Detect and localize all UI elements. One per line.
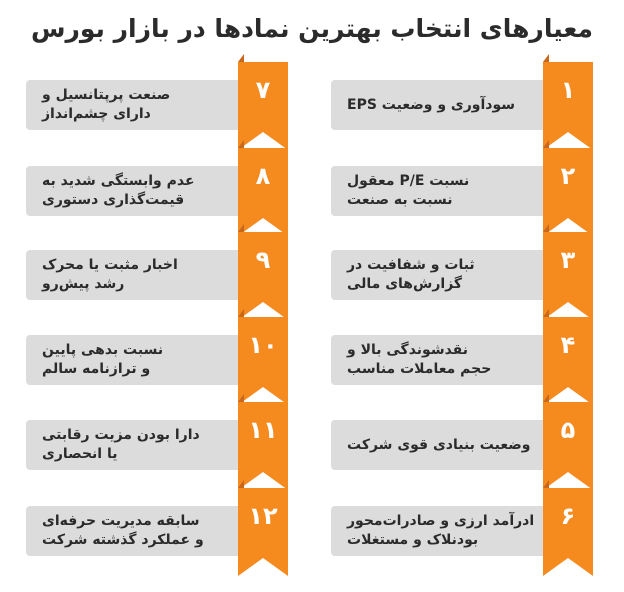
- number-ribbon-icon: [238, 394, 288, 490]
- criterion-line1: عدم وابستگی شدید به: [42, 173, 195, 189]
- criterion-item-4: [331, 309, 595, 405]
- criterion-item-8: [26, 140, 290, 236]
- criterion-number: ۶: [560, 502, 576, 530]
- number-ribbon-icon: [238, 480, 288, 576]
- criterion-line2: حجم معاملات مناسب: [347, 361, 492, 377]
- criterion-number: ۱۲: [248, 502, 278, 530]
- criterion-bar: [26, 420, 256, 470]
- criterion-bar: [26, 335, 256, 385]
- criterion-bar: [331, 506, 561, 556]
- criterion-item-1: [331, 54, 595, 150]
- criterion-bar: [26, 80, 256, 130]
- criterion-bar: [331, 166, 561, 216]
- criterion-number: ۷: [255, 76, 271, 104]
- criterion-item-6: [331, 480, 595, 576]
- criterion-number: ۲: [560, 162, 576, 190]
- criterion-line1: سودآوری و وضعیت EPS: [347, 96, 516, 113]
- criterion-line1: سابقه مدیریت حرفه‌ای: [42, 513, 200, 529]
- criterion-number: ۴: [560, 331, 576, 359]
- number-ribbon-icon: [543, 224, 593, 320]
- criterion-number: ۱: [560, 76, 576, 104]
- criterion-item-7: [26, 54, 290, 150]
- criterion-line1: صنعت پرپتانسیل و: [42, 87, 171, 103]
- criterion-item-2: [331, 140, 595, 236]
- criterion-line2: نسبت به صنعت: [347, 192, 453, 208]
- number-ribbon-icon: [238, 224, 288, 320]
- criterion-number: ۱۱: [248, 416, 278, 444]
- number-ribbon-icon: [543, 309, 593, 405]
- criterion-line2: گزارش‌های مالی: [347, 276, 463, 292]
- number-ribbon-icon: [543, 480, 593, 576]
- criterion-item-11: [26, 394, 290, 490]
- criterion-bar: [26, 506, 256, 556]
- criterion-line2: یا انحصاری: [42, 446, 118, 462]
- criterion-line1: دارا بودن مزیت رقابتی: [42, 427, 200, 443]
- criterion-item-9: [26, 224, 290, 320]
- criterion-line1: نسبت بدهی پایین: [42, 342, 164, 358]
- criterion-number: ۵: [560, 416, 576, 444]
- criterion-line1: ثبات و شفافیت در: [347, 257, 475, 273]
- number-ribbon-icon: [238, 140, 288, 236]
- criterion-line1: ادرآمد ارزی و صادرات‌محور: [347, 513, 535, 529]
- page-title: معیارهای انتخاب بهترین نمادها در بازار بورس: [30, 14, 594, 43]
- criterion-line2: دارای چشم‌انداز: [42, 106, 151, 122]
- criterion-line2: و عملکرد گذشته شرکت: [42, 532, 204, 548]
- criterion-bar: [331, 250, 561, 300]
- criterion-bar: [26, 166, 256, 216]
- criterion-number: ۸: [255, 162, 271, 190]
- number-ribbon-icon: [238, 309, 288, 405]
- criterion-bar: [331, 80, 561, 130]
- number-ribbon-icon: [543, 54, 593, 150]
- criterion-line2: و ترازنامه سالم: [42, 361, 151, 377]
- criterion-line1: وضعیت بنیادی قوی شرکت: [347, 436, 531, 453]
- criterion-bar: [26, 250, 256, 300]
- criterion-line2: بودنلاک و مستغلات: [347, 532, 479, 548]
- criterion-line2: رشد پیش‌رو: [42, 276, 125, 292]
- criterion-number: ۳: [560, 246, 576, 274]
- number-ribbon-icon: [543, 140, 593, 236]
- criterion-line1: اخبار مثبت یا محرک: [42, 257, 178, 273]
- number-ribbon-icon: [543, 394, 593, 490]
- criterion-item-3: [331, 224, 595, 320]
- criterion-number: ۱۰: [248, 331, 278, 359]
- number-ribbon-icon: [238, 54, 288, 150]
- criterion-line2: قیمت‌گذاری دستوری: [42, 192, 185, 208]
- criterion-bar: [331, 420, 561, 470]
- criterion-bar: [331, 335, 561, 385]
- criterion-line1: نقدشوندگی بالا و: [347, 342, 469, 358]
- criterion-item-5: [331, 394, 595, 490]
- criterion-number: ۹: [255, 246, 271, 274]
- criterion-item-10: [26, 309, 290, 405]
- criterion-line1: نسبت P/E معقول: [347, 173, 470, 189]
- criterion-item-12: [26, 480, 290, 576]
